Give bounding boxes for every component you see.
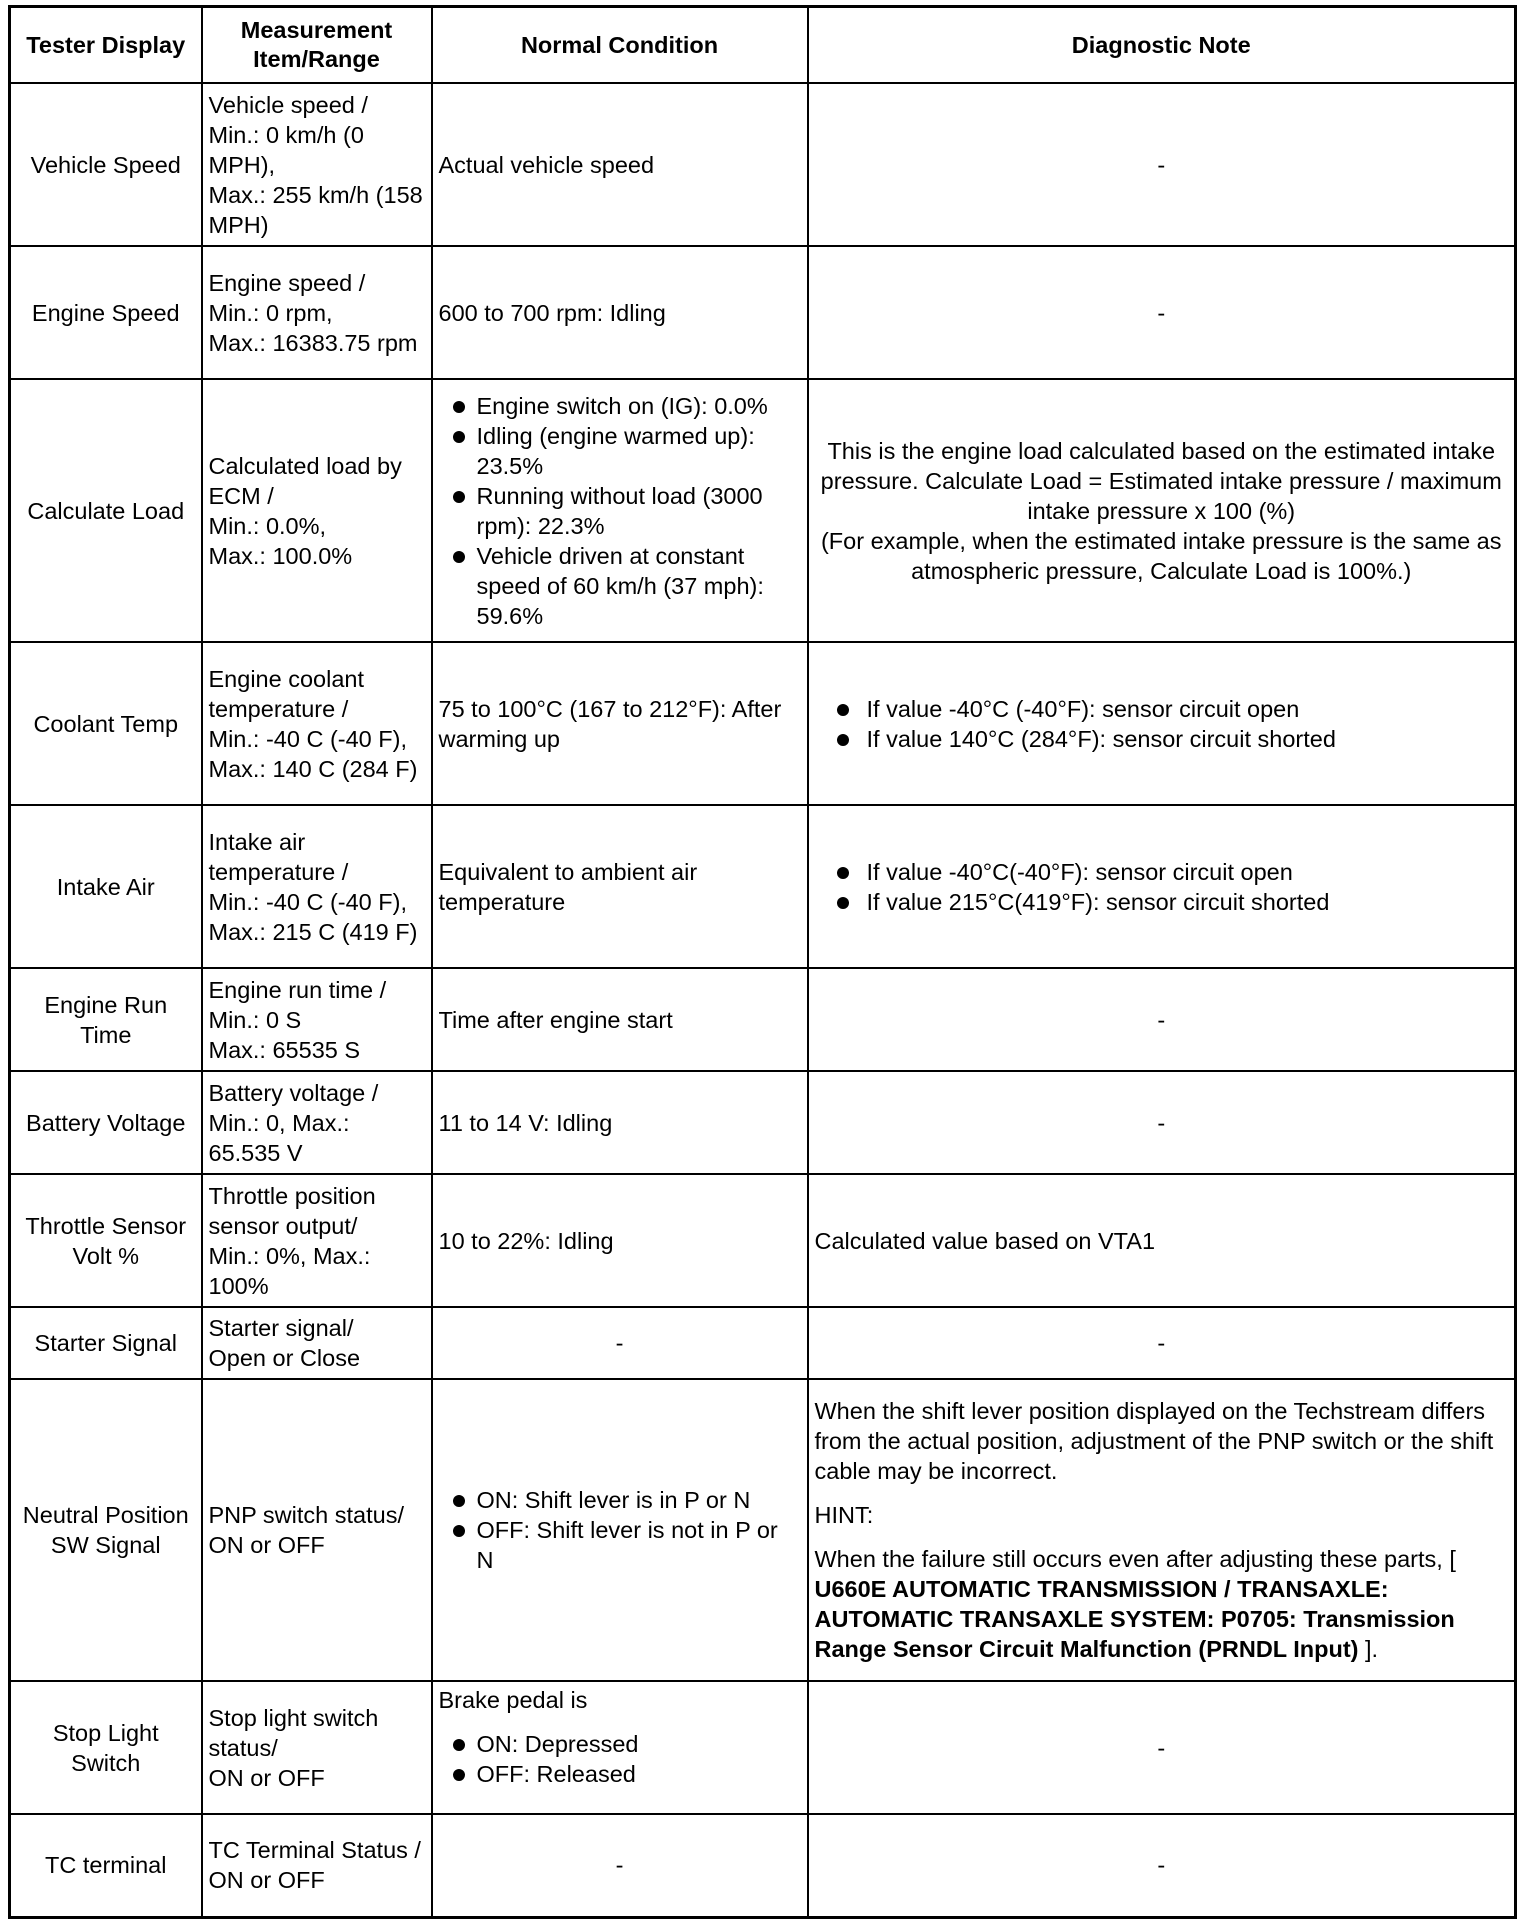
list-item: ON: Depressed: [439, 1729, 801, 1759]
normal-condition-cell: Actual vehicle speed: [432, 83, 808, 246]
list-item: Idling (engine warmed up): 23.5%: [439, 421, 801, 481]
tester-display-cell: Engine Run Time: [10, 968, 202, 1071]
data-list-table: [8, 5, 1517, 1919]
measurement-range-cell: [202, 1681, 432, 1814]
normal-condition-cell: 75 to 100°C (167 to 212°F): After warming up: [432, 642, 808, 805]
diagnostic-note-cell: -: [808, 246, 1516, 379]
header-measurement-range: Measurement Item/Range: [202, 7, 432, 84]
measurement-range-cell: [202, 1307, 432, 1379]
note-text: ].: [1365, 1636, 1379, 1662]
range-line: Max.: 16383.75 rpm: [208, 329, 418, 356]
normal-condition-cell: Equivalent to ambient air temperature: [432, 805, 808, 968]
list-item: If value 215°C(419°F): sensor circuit shorted: [815, 887, 1509, 917]
table-row: [10, 1174, 1516, 1307]
measurement-range-cell: [202, 642, 432, 805]
list-item: OFF: Released: [439, 1759, 801, 1789]
normal-condition-cell: [432, 379, 808, 642]
range-line: Max.: 215 C (419 F): [208, 918, 418, 945]
normal-condition-cell: 11 to 14 V: Idling: [432, 1071, 808, 1174]
diagnostic-note-list: [815, 857, 1509, 917]
list-item: Vehicle driven at constant speed of 60 km/h (37 mph): 59.6%: [439, 541, 801, 631]
diagnostic-note-cell: [808, 642, 1516, 805]
range-line: Min.: 0.0%,: [208, 512, 327, 539]
diagnostic-note-cell: [808, 379, 1516, 642]
list-item: Engine switch on (IG): 0.0%: [439, 391, 801, 421]
range-line: Max.: 140 C (284 F): [208, 755, 418, 782]
range-line: ON or OFF: [208, 1867, 325, 1894]
normal-condition-cell: Time after engine start: [432, 968, 808, 1071]
table-row: [10, 1681, 1516, 1814]
range-line: Vehicle speed /: [208, 91, 368, 118]
measurement-range-cell: [202, 805, 432, 968]
measurement-range-cell: [202, 1379, 432, 1681]
normal-intro: Brake pedal is: [438, 1687, 588, 1713]
diagnostic-note-cell: -: [808, 968, 1516, 1071]
table-row: [10, 1071, 1516, 1174]
range-line: Max.: 255 km/h (158 MPH): [208, 181, 423, 238]
range-line: Intake air temperature /: [208, 828, 349, 885]
diagnostic-note-cell: [808, 805, 1516, 968]
range-line: Engine coolant temperature /: [208, 665, 364, 722]
measurement-range-cell: [202, 246, 432, 379]
tester-display-cell: Calculate Load: [10, 379, 202, 642]
note-text: When the failure still occurs even after adjusting these parts, [: [814, 1546, 1456, 1572]
tester-display-cell: Engine Speed: [10, 246, 202, 379]
tester-display-cell: Starter Signal: [10, 1307, 202, 1379]
range-line: Min.: 0, Max.: 65.535 V: [208, 1109, 350, 1166]
diagnostic-note-cell: [808, 1379, 1516, 1681]
diagnostic-note-cell: -: [808, 1307, 1516, 1379]
tester-display-cell: Vehicle Speed: [10, 83, 202, 246]
table-header-row: [10, 7, 1516, 84]
list-item: If value -40°C(-40°F): sensor circuit open: [815, 857, 1509, 887]
range-line: Min.: 0 km/h (0 MPH),: [208, 121, 364, 178]
normal-condition-cell: 10 to 22%: Idling: [432, 1174, 808, 1307]
note-paragraph: (For example, when the estimated intake pressure is the same as atmospheric pressure, Calculate Load is 100%.): [820, 527, 1502, 584]
diagnostic-note-cell: -: [808, 1071, 1516, 1174]
range-line: Engine speed /: [208, 269, 366, 296]
tester-display-cell: Stop Light Switch: [10, 1681, 202, 1814]
range-line: Starter signal/: [208, 1315, 354, 1341]
diagnostic-note-list: [815, 694, 1509, 754]
normal-condition-cell: -: [432, 1814, 808, 1917]
tester-display-cell: Throttle Sensor Volt %: [10, 1174, 202, 1307]
range-line: Min.: -40 C (-40 F),: [208, 888, 407, 915]
range-line: Max.: 65535 S: [208, 1036, 361, 1063]
table-row: [10, 246, 1516, 379]
range-line: Engine run time /: [208, 976, 387, 1003]
range-line: Battery voltage /: [208, 1079, 379, 1106]
diagnostic-note-cell: -: [808, 83, 1516, 246]
normal-condition-cell: [432, 1379, 808, 1681]
reference-link[interactable]: U660E AUTOMATIC TRANSMISSION / TRANSAXLE: AUTOMATIC TRANSAXLE SYSTEM: P0705: Transmission Range Sensor Circuit Malfunction (PRNDL Input): [814, 1576, 1455, 1662]
table-row: [10, 379, 1516, 642]
normal-condition-cell: 600 to 700 rpm: Idling: [432, 246, 808, 379]
measurement-range-cell: [202, 1814, 432, 1917]
header-normal-condition: Normal Condition: [432, 7, 808, 84]
tester-display-cell: Coolant Temp: [10, 642, 202, 805]
range-line: Min.: 0%, Max.: 100%: [208, 1242, 371, 1299]
normal-condition-cell: [432, 1681, 808, 1814]
range-line: Open or Close: [208, 1345, 361, 1371]
table-row: [10, 1307, 1516, 1379]
list-item: If value 140°C (284°F): sensor circuit shorted: [815, 724, 1509, 754]
measurement-range-cell: [202, 379, 432, 642]
tester-display-cell: Battery Voltage: [10, 1071, 202, 1174]
normal-condition-list: [439, 1485, 801, 1575]
range-line: Min.: -40 C (-40 F),: [208, 725, 407, 752]
table-row: [10, 968, 1516, 1071]
measurement-range-cell: [202, 968, 432, 1071]
table-row: [10, 1379, 1516, 1681]
tester-display-cell: Intake Air: [10, 805, 202, 968]
normal-condition-list: [439, 1729, 801, 1789]
tester-display-cell: Neutral Position SW Signal: [10, 1379, 202, 1681]
range-line: Stop light switch status/: [208, 1704, 379, 1761]
range-line: ON or OFF: [208, 1532, 325, 1558]
table-row: [10, 805, 1516, 968]
note-paragraph: This is the engine load calculated based on the estimated intake pressure. Calculate Load = Estimated intake pressure / maximum intake pressure x 100 (%): [820, 437, 1502, 524]
tester-display-cell: TC terminal: [10, 1814, 202, 1917]
list-item: ON: Shift lever is in P or N: [439, 1485, 801, 1515]
range-line: Max.: 100.0%: [208, 542, 353, 569]
table-row: [10, 1814, 1516, 1917]
note-paragraph: [815, 1544, 1509, 1664]
normal-condition-list: [439, 391, 801, 631]
normal-condition-cell: -: [432, 1307, 808, 1379]
range-line: PNP switch status/: [208, 1502, 404, 1528]
list-item: If value -40°C (-40°F): sensor circuit open: [815, 694, 1509, 724]
diagnostic-note-cell: -: [808, 1681, 1516, 1814]
range-line: Min.: 0 S: [208, 1006, 302, 1033]
diagnostic-note-cell: Calculated value based on VTA1: [808, 1174, 1516, 1307]
header-diagnostic-note: Diagnostic Note: [808, 7, 1516, 84]
range-line: Throttle position sensor output/: [208, 1182, 376, 1239]
diagnostic-note-cell: -: [808, 1814, 1516, 1917]
data-list-document: [8, 5, 1514, 1919]
table-row: [10, 83, 1516, 246]
measurement-range-cell: [202, 1174, 432, 1307]
range-line: TC Terminal Status /: [208, 1837, 421, 1864]
measurement-range-cell: [202, 1071, 432, 1174]
range-line: ON or OFF: [208, 1764, 325, 1791]
measurement-range-cell: [202, 83, 432, 246]
list-item: Running without load (3000 rpm): 22.3%: [439, 481, 801, 541]
note-paragraph: When the shift lever position displayed on the Techstream differs from the actual position, adjustment of the PNP switch or the shift cable may be incorrect.: [814, 1398, 1494, 1484]
hint-label: HINT:: [814, 1502, 874, 1528]
range-line: Calculated load by ECM /: [208, 452, 402, 509]
table-row: [10, 642, 1516, 805]
list-item: OFF: Shift lever is not in P or N: [439, 1515, 801, 1575]
range-line: Min.: 0 rpm,: [208, 299, 333, 326]
header-tester-display: Tester Display: [10, 7, 202, 84]
